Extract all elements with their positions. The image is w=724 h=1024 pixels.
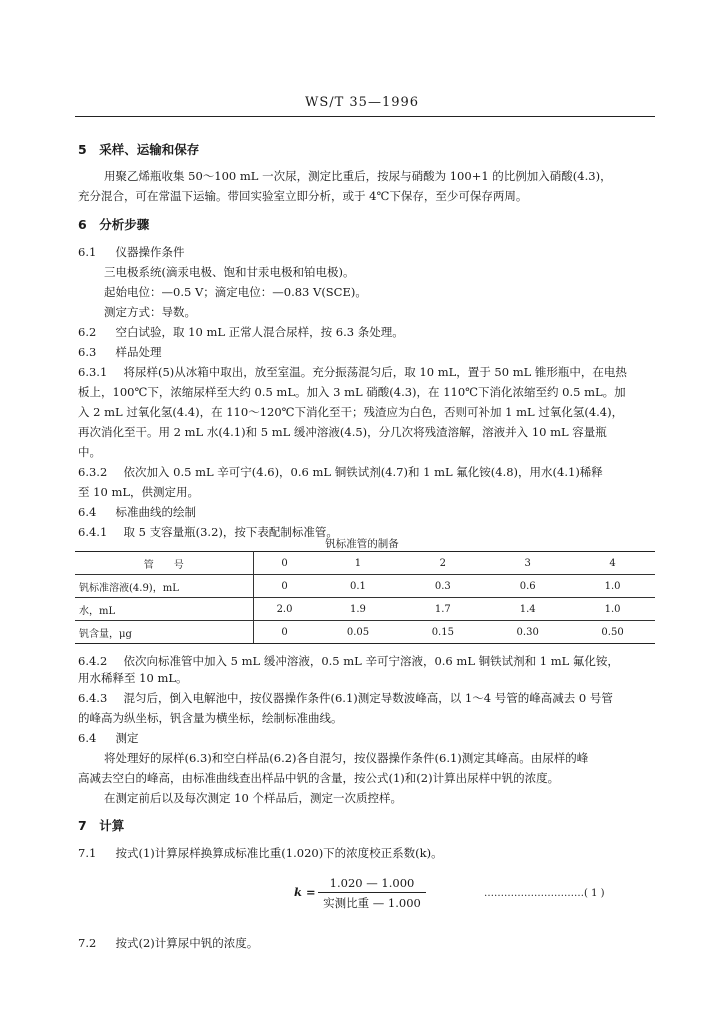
table-cell: 1.7 bbox=[400, 598, 485, 621]
paragraph: 至 10 mL，供测定用。 bbox=[78, 485, 199, 499]
subsection-6-4-2: 6.4.2 依次向标准管中加入 5 mL 缓冲溶液，0.5 mL 辛可宁溶液，0.6 mL 铜铁试剂和 1 mL 氟化铵， bbox=[78, 654, 619, 668]
standard-tube-table bbox=[75, 551, 655, 644]
table-header-cell: 2 bbox=[400, 552, 485, 575]
table-cell: 1.4 bbox=[485, 598, 570, 621]
table-cell: 1.9 bbox=[316, 598, 401, 621]
table-cell: 0 bbox=[253, 621, 316, 644]
formula-numerator: 1.020 — 1.000 bbox=[329, 876, 415, 890]
paragraph: 充分混合，可在常温下运输。带回实验室立即分析，或于 4℃下保存，至少可保存两周。 bbox=[78, 189, 528, 203]
table-header-cell: 3 bbox=[485, 552, 570, 575]
table-cell: 0.6 bbox=[485, 575, 570, 598]
subsection-6-3-2: 6.3.2 依次加入 0.5 mL 辛可宁(4.6)，0.6 mL 铜铁试剂(4.7)和 1 mL 氟化铵(4.8)，用水(4.1)稀释 bbox=[78, 465, 603, 479]
table-cell: 0.30 bbox=[485, 621, 570, 644]
subsection-6-4-3: 6.4.3 混匀后，倒入电解池中，按仪器操作条件(6.1)测定导数波峰高，以 1～4 号管的峰高减去 0 号管 bbox=[78, 691, 613, 705]
table-cell: 0.1 bbox=[316, 575, 401, 598]
table-row bbox=[75, 621, 655, 644]
paragraph: 的峰高为纵坐标，钒含量为横坐标，绘制标准曲线。 bbox=[78, 711, 343, 725]
paragraph: 将处理好的尿样(6.3)和空白样品(6.2)各自混匀，按仪器操作条件(6.1)测定其峰高。由尿样的峰 bbox=[104, 751, 589, 765]
subsection-6-4-1: 6.4.1 取 5 支容量瓶(3.2)，按下表配制标准管。 bbox=[78, 525, 338, 539]
header-rule bbox=[75, 116, 655, 117]
paragraph: 板上，100℃下，浓缩尿样至大约 0.5 mL。加入 3 mL 硝酸(4.3)，在 110℃下消化浓缩至约 0.5 mL。加 bbox=[78, 385, 626, 399]
subsection-7-2: 7.2 按式(2)计算尿中钒的浓度。 bbox=[78, 936, 259, 950]
table-header-cell: 4 bbox=[570, 552, 655, 575]
subsection-6-4: 6.4 标准曲线的绘制 bbox=[78, 505, 196, 519]
subsection-6-2: 6.2 空白试验，取 10 mL 正常人混合尿样，按 6.3 条处理。 bbox=[78, 325, 404, 339]
table-cell: 2.0 bbox=[253, 598, 316, 621]
page-header: WS/T 35—1996 bbox=[304, 95, 420, 110]
subsection-6-3: 6.3 样品处理 bbox=[78, 345, 162, 359]
table-header-cell: 0 bbox=[253, 552, 316, 575]
formula-fraction bbox=[318, 876, 426, 911]
table-cell: 1.0 bbox=[570, 575, 655, 598]
paragraph: 再次消化至干。用 2 mL 水(4.1)和 5 mL 缓冲溶液(4.5)，分几次将残渣溶解，溶液并入 10 mL 容量瓶 bbox=[78, 425, 607, 439]
subsection-6-3-1: 6.3.1 将尿样(5)从冰箱中取出，放至室温。充分振荡混匀后，取 10 mL，置于 50 mL 锥形瓶中，在电热 bbox=[78, 365, 627, 379]
paragraph: 测定方式：导数。 bbox=[104, 305, 196, 319]
paragraph: 用水稀释至 10 mL。 bbox=[78, 671, 188, 685]
section-7-title: 7 计算 bbox=[78, 818, 125, 833]
paragraph: 起始电位：—0.5 V；滴定电位：—0.83 V(SCE)。 bbox=[104, 285, 367, 299]
subsection-7-1: 7.1 按式(1)计算尿样换算成标准比重(1.020)下的浓度校正系数(k)。 bbox=[78, 846, 443, 860]
table-header-row bbox=[75, 552, 655, 575]
table-row bbox=[75, 575, 655, 598]
table-row-label: 钒标准溶液(4.9)，mL bbox=[75, 575, 253, 598]
section-5-title: 5 采样、运输和保存 bbox=[78, 142, 200, 157]
table-cell: 0.50 bbox=[570, 621, 655, 644]
table-header-label: 管 号 bbox=[75, 552, 253, 575]
table-header-cell: 1 bbox=[316, 552, 401, 575]
table-cell: 0.3 bbox=[400, 575, 485, 598]
section-6-title: 6 分析步骤 bbox=[78, 217, 150, 232]
paragraph: 在测定前后以及每次测定 10 个样品后，测定一次质控样。 bbox=[104, 791, 402, 805]
table-cell: 0.15 bbox=[400, 621, 485, 644]
table-cell: 0.05 bbox=[316, 621, 401, 644]
table-cell: 0 bbox=[253, 575, 316, 598]
table-row-label: 水，mL bbox=[75, 598, 253, 621]
paragraph: 三电极系统(滴汞电极、饱和甘汞电极和铂电极)。 bbox=[104, 265, 355, 279]
table-row bbox=[75, 598, 655, 621]
paragraph: 中。 bbox=[78, 445, 101, 459]
subsection-6-4-measure: 6.4 测定 bbox=[78, 731, 139, 745]
table-caption: 钒标准管的制备 bbox=[325, 538, 399, 550]
paragraph: 高减去空白的峰高，由标准曲线查出样品中钒的含量，按公式(1)和(2)计算出尿样中钒的浓度。 bbox=[78, 771, 560, 785]
paragraph: 用聚乙烯瓶收集 50～100 mL 一次尿，测定比重后，按尿与硝酸为 100+1 的比例加入硝酸(4.3)， bbox=[104, 169, 612, 183]
formula-denominator: 实测比重 — 1.000 bbox=[323, 896, 421, 910]
subsection-6-1: 6.1 仪器操作条件 bbox=[78, 245, 185, 259]
formula-lhs: k = bbox=[294, 885, 316, 899]
formula-label: …………………………( 1 ) bbox=[484, 888, 605, 899]
table-cell: 1.0 bbox=[570, 598, 655, 621]
table-row-label: 钒含量，μg bbox=[75, 621, 253, 644]
paragraph: 入 2 mL 过氧化氢(4.4)，在 110～120℃下消化至干；残渣应为白色，否则可补加 1 mL 过氧化氢(4.4)， bbox=[78, 405, 624, 419]
fraction-bar bbox=[318, 892, 426, 893]
